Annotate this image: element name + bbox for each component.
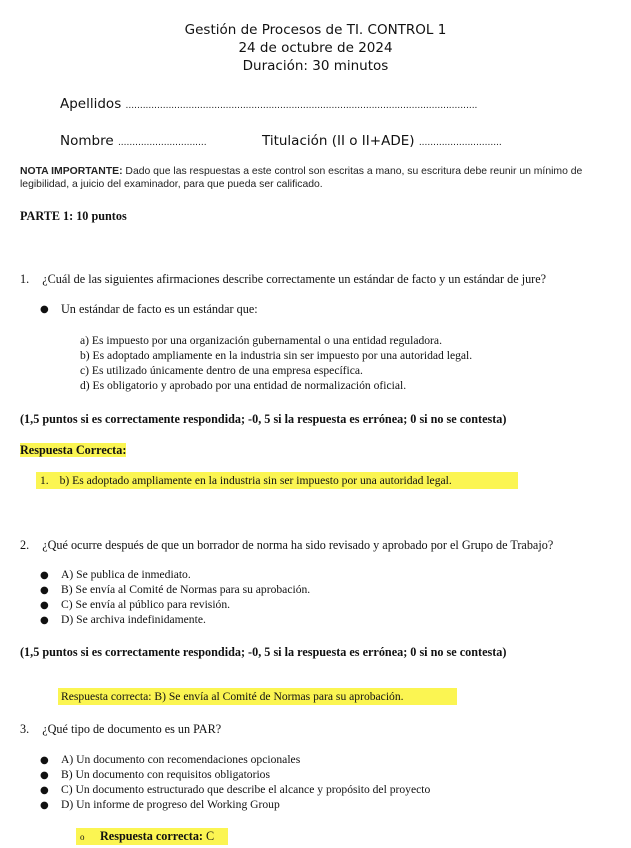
question-1-text: ¿Cuál de las siguientes afirmaciones describe correctamente un estándar de facto y un estándar de jure? <box>42 272 547 286</box>
q3-answer-label: Respuesta correcta: <box>100 829 203 843</box>
titulacion-label: Titulación (II o II+ADE) <box>262 133 415 149</box>
question-1 <box>20 272 546 287</box>
question-2-number: 2. <box>20 538 30 552</box>
part-heading: PARTE 1: 10 puntos <box>20 209 127 223</box>
q1-answer-text: b) Es adoptado ampliamente en la industria sin ser impuesto por una autoridad legal. <box>59 474 452 487</box>
question-3 <box>20 722 221 737</box>
apellidos-field <box>60 96 477 112</box>
q3-option-c: C) Un documento estructurado que describe el alcance y propósito del proyecto <box>61 783 431 796</box>
q3-option-d: D) Un informe de progreso del Working Group <box>61 798 280 811</box>
q1-option-d: d) Es obligatorio y aprobado por una entidad de normalización oficial. <box>80 379 407 392</box>
q3-option-b: B) Un documento con requisitos obligatorios <box>61 768 270 781</box>
apellidos-label: Apellidos <box>60 96 122 112</box>
q2-answer: Respuesta correcta: B) Se envía al Comité de Normas para su aprobación. <box>61 690 404 703</box>
q2-scoring: (1,5 puntos si es correctamente respondida; -0, 5 si la respuesta es errónea; 0 si no se contesta) <box>20 645 507 659</box>
nombre-field <box>60 133 207 149</box>
q1-option-c: c) Es utilizado únicamente dentro de una empresa específica. <box>80 364 363 377</box>
bullet-icon: ● <box>40 800 49 811</box>
bullet-icon: ● <box>40 615 49 626</box>
bullet-icon: ● <box>40 304 49 315</box>
exam-date: 24 de octubre de 2024 <box>238 40 393 56</box>
q2-option-d: D) Se archiva indefinidamente. <box>61 613 206 626</box>
q1-answer <box>40 474 452 487</box>
q1-scoring: (1,5 puntos si es correctamente respondida; -0, 5 si la respuesta es errónea; 0 si no se contesta) <box>20 412 507 426</box>
q1-answer-label: Respuesta Correcta: <box>20 443 127 457</box>
bullet-icon: ● <box>40 785 49 796</box>
q2-option-c: C) Se envía al público para revisión. <box>61 598 231 611</box>
question-2-text: ¿Qué ocurre después de que un borrador de norma ha sido revisado y aprobado por el Grupo de Trabajo? <box>42 538 554 552</box>
question-1-sub: Un estándar de facto es un estándar que: <box>61 302 258 316</box>
bullet-icon: ● <box>40 770 49 781</box>
q1-answer-number: 1. <box>40 474 49 487</box>
apellidos-dots: ........................................................................................................................... <box>125 101 478 111</box>
question-1-number: 1. <box>20 272 30 286</box>
question-2 <box>20 538 553 553</box>
q3-answer <box>100 829 214 844</box>
exam-title: Gestión de Procesos de TI. CONTROL 1 <box>184 22 447 38</box>
bullet-icon: ● <box>40 585 49 596</box>
important-note <box>20 165 612 191</box>
note-label: NOTA IMPORTANTE: <box>20 166 123 177</box>
exam-duration: Duración: 30 minutos <box>242 58 389 74</box>
circle-bullet-icon: o <box>80 832 85 842</box>
nombre-dots: ............................... <box>117 138 207 148</box>
titulacion-dots: ............................. <box>418 138 502 148</box>
question-3-text: ¿Qué tipo de documento es un PAR? <box>42 722 222 736</box>
bullet-icon: ● <box>40 755 49 766</box>
bullet-icon: ● <box>40 570 49 581</box>
nombre-label: Nombre <box>60 133 114 149</box>
q1-option-a: a) Es impuesto por una organización gubernamental o una entidad reguladora. <box>80 334 442 347</box>
q2-option-b: B) Se envía al Comité de Normas para su aprobación. <box>61 583 311 596</box>
q2-option-a: A) Se publica de inmediato. <box>61 568 191 581</box>
note-text: Dado que las respuestas a este control son escritas a mano, su escritura debe reunir un mínimo de legibilidad, a juicio del examinador, para que pueda ser calificado. <box>20 166 583 190</box>
question-3-number: 3. <box>20 722 30 736</box>
q3-answer-value: C <box>203 829 215 843</box>
titulacion-field <box>262 133 502 149</box>
q3-option-a: A) Un documento con recomendaciones opcionales <box>61 753 301 766</box>
bullet-icon: ● <box>40 600 49 611</box>
q1-option-b: b) Es adoptado ampliamente en la industria sin ser impuesto por una autoridad legal. <box>80 349 473 362</box>
